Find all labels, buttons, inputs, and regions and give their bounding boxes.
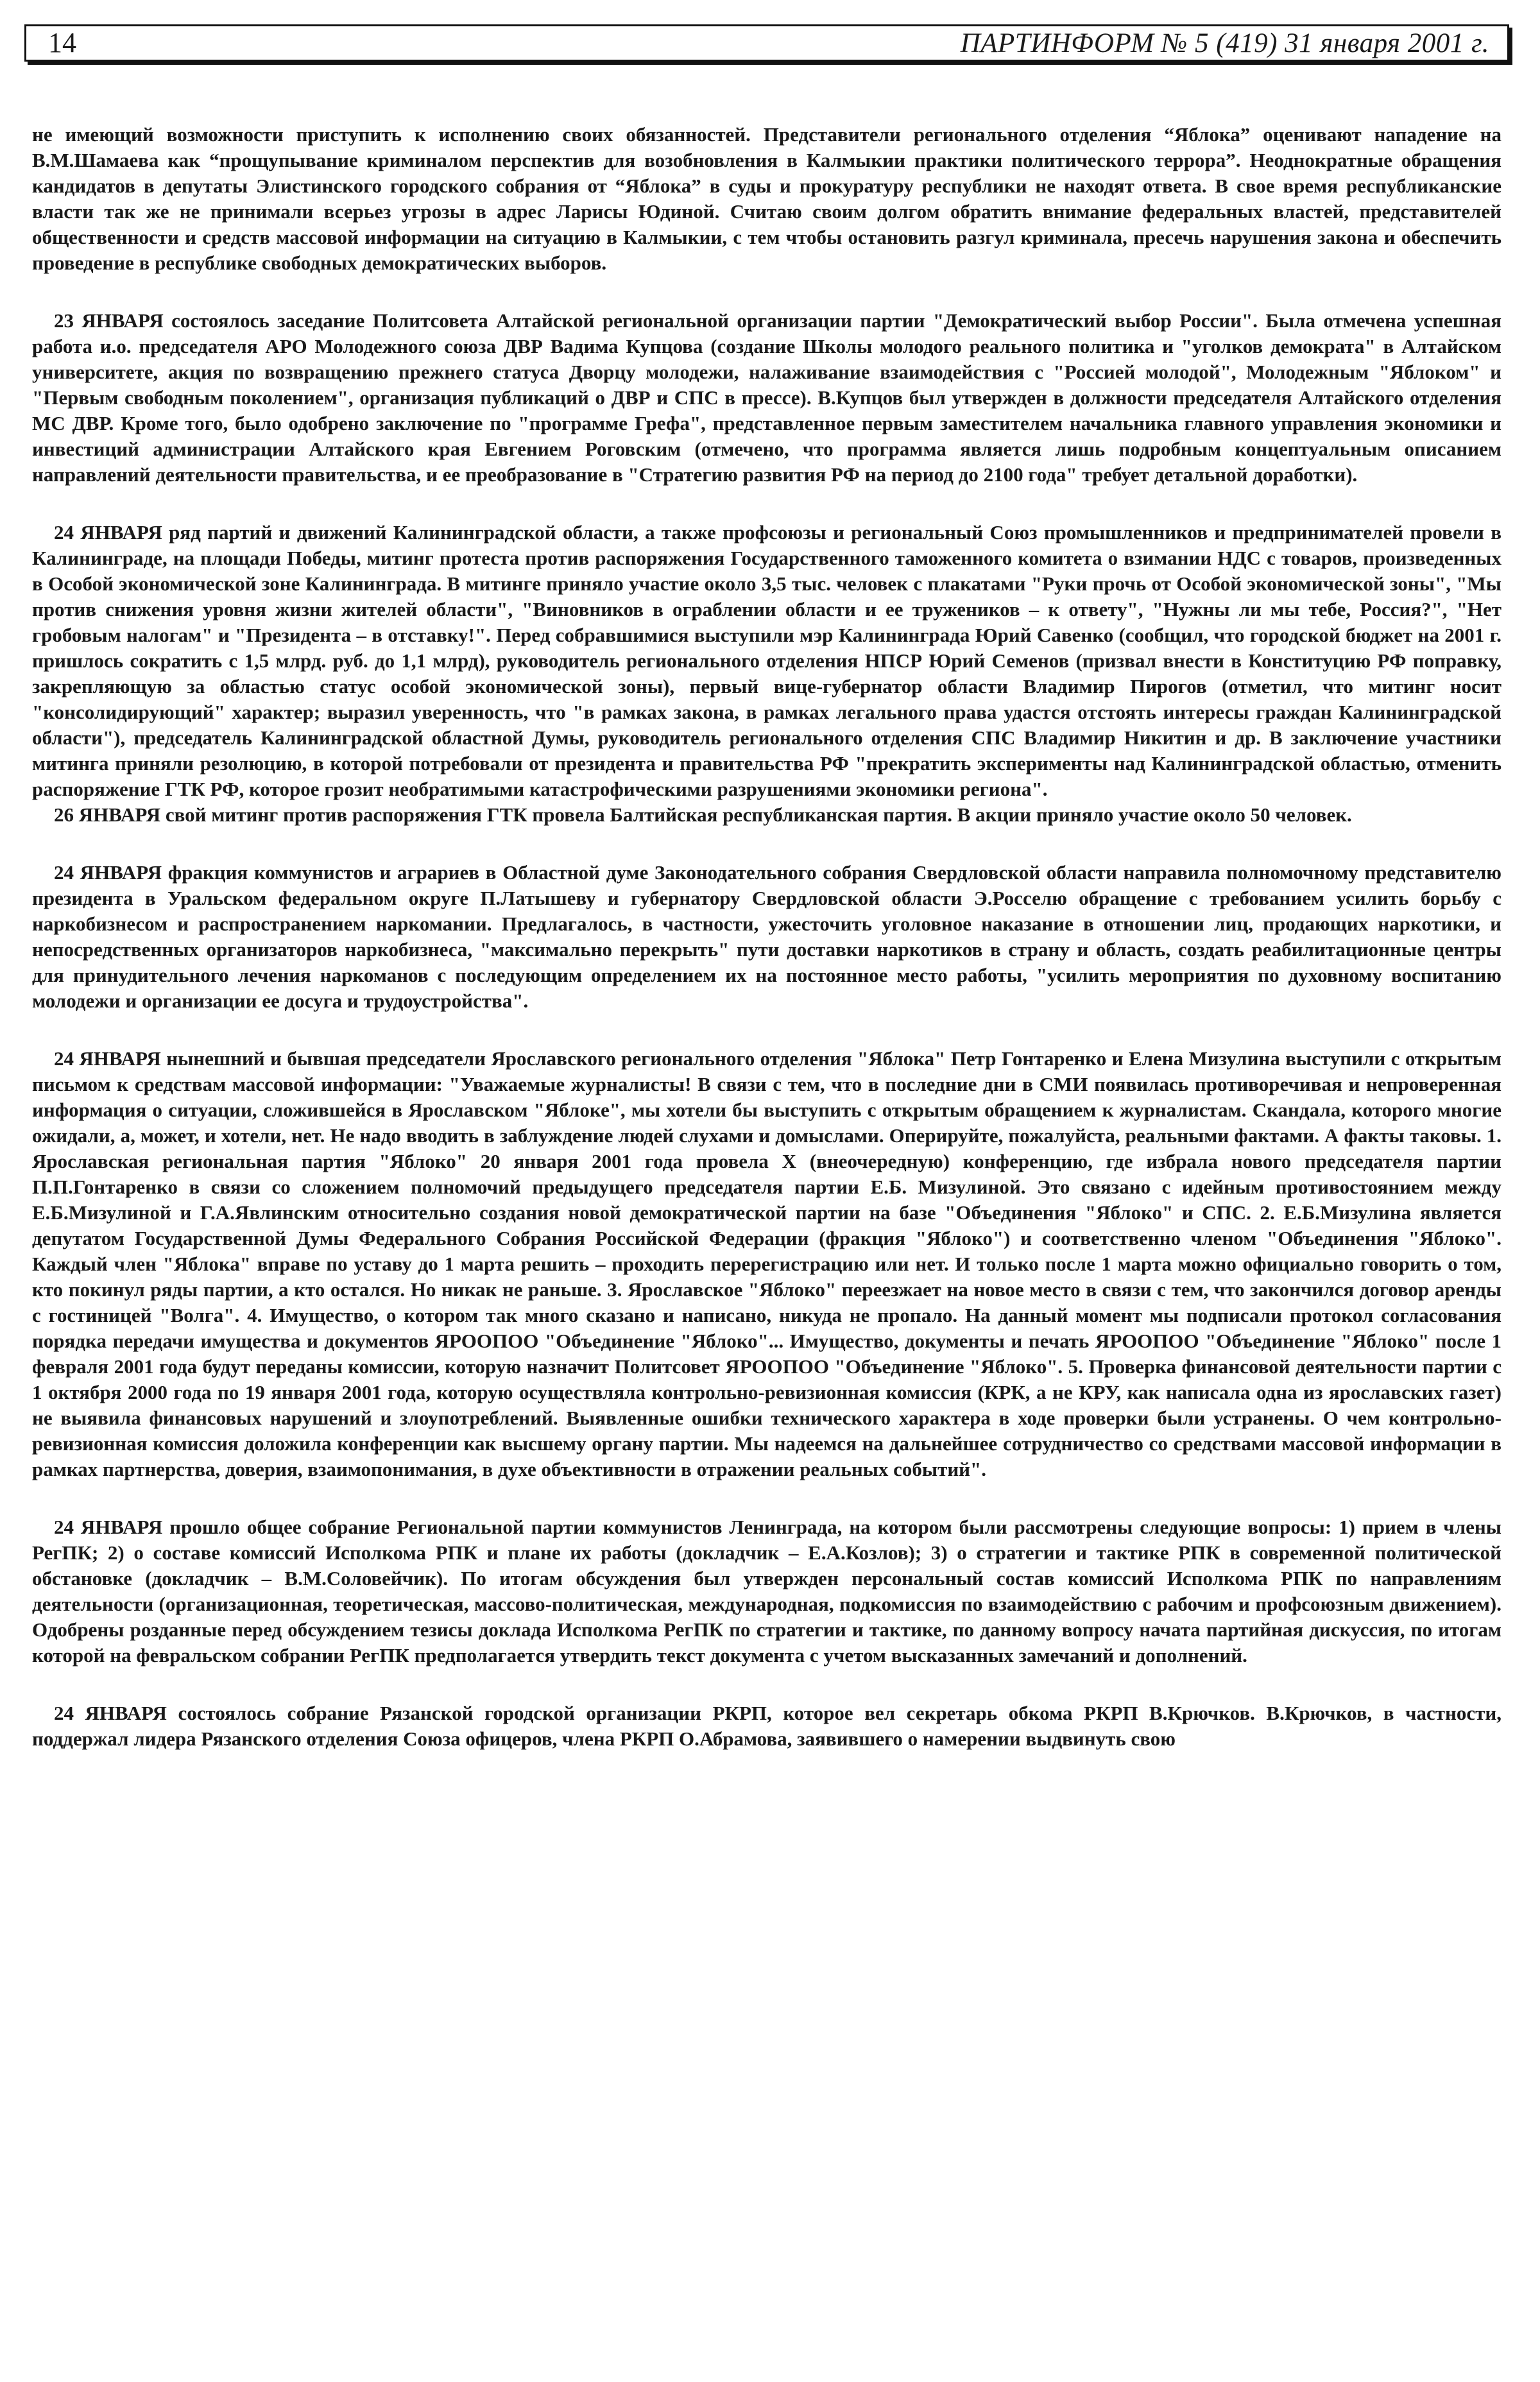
page-number: 14 bbox=[48, 27, 76, 58]
paragraph-sverdlovsk: 24 ЯНВАРЯ фракция коммунистов и аграриев в Областной думе Законодательного собрания Свердловской области направила полномочному представителю президента в Уральском федеральном округе П.Латышеву и губернатору Свердловской области Э.Росселю обращение с требованием усилить борьбу с наркобизнесом и распространением наркомании. Предлагалось, в частности, ужесточить уголовное наказание в отношении лиц, продающих наркотики, и непосредственных организаторов наркобизнеса, "максимально перекрыть" пути доставки наркотиков в страну и область, создать реабилитационные центры для принудительного лечения наркоманов с последующим определением их на постоянное место работы, "усилить мероприятия по духовному воспитанию молодежи и организации ее досуга и трудоустройства". bbox=[32, 861, 1502, 1012]
paragraph-leningrad: 24 ЯНВАРЯ прошло общее собрание Региональной партии коммунистов Ленинграда, на котором были рассмотрены следующие вопросы: 1) прием в члены РегПК; 2) о составе комиссий Исполкома РПК и плане их работы (докладчик – Е.А.Козлов); 3) о стратегии и тактике РПК в современной политической обстановке (докладчик – В.М.Соловейчик). По итогам обсуждения был утвержден персональный состав комиссий Исполкома РПК по направлениям деятельности (организационная, теоретическая, массово-политическая, международная, подкомиссия по взаимодействию с рабочим и профсоюзным движением). Одобрены розданные перед обсуждением тезисы доклада Исполкома РегПК по стратегии и тактике, по данному вопросу начата партийная дискуссия, по итогам которой на февральском собрании РегПК предполагается утвердить текст документа с учетом высказанных замечаний и дополнений. bbox=[32, 1516, 1502, 1667]
publication-title: ПАРТИНФОРМ № 5 (419) 31 января 2001 г. bbox=[960, 28, 1489, 58]
paragraph-kalmykia: не имеющий возможности приступить к исполнению своих обязанностей. Представители регионального отделения “Яблока” оценивают нападение на В.М.Шамаева как “прощупывание криминалом перспектив для возобновления в Калмыкии практики политического террора”. Неоднократные обращения кандидатов в депутаты Элистинского городского собрания от “Яблока” в суды и прокуратуру республики не находят ответа. В свое время республиканские власти так же не принимали всерьез угрозы в адрес Ларисы Юдиной. Считаю своим долгом обратить внимание федеральных властей, представителей общественности и средств массовой информации на ситуацию в Калмыкии, с тем чтобы остановить разгул криминала, пресечь нарушения закона и обеспечить проведение в республике свободных демократических выборов. bbox=[32, 123, 1502, 274]
paragraph-baltic-party: 26 ЯНВАРЯ свой митинг против распоряжения ГТК провела Балтийская республиканская партия. В акции приняло участие около 50 человек. bbox=[54, 803, 1352, 826]
page-header bbox=[24, 24, 1509, 62]
paragraph-ryazan: 24 ЯНВАРЯ состоялось собрание Рязанской городской организации РКРП, которое вел секретарь обкома РКРП В.Крючков. В.Крючков, в частности, поддержал лидера Рязанского отделения Союза офицеров, члена РКРП О.Абрамова, заявившего о намерении выдвинуть свою bbox=[32, 1702, 1502, 1750]
paragraph-kaliningrad: 24 ЯНВАРЯ ряд партий и движений Калининградской области, а также профсоюзы и региональный Союз промышленников и предпринимателей провели в Калининграде, на площади Победы, митинг протеста против распоряжения Государственного таможенного комитета о взимании НДС с товаров, произведенных в Особой экономической зоне Калининграда. В митинге приняло участие около 3,5 тыс. человек с плакатами "Руки прочь от Особой экономической зоны", "Мы против снижения уровня жизни жителей области", "Виновников в ограблении области и ее тружеников – к ответу", "Нужны ли мы тебе, Россия?", "Нет гробовым налогам" и "Президента – в отставку!". Перед собравшимися выступили мэр Калининграда Юрий Савенко (сообщил, что городской бюджет на 2001 г. пришлось сократить с 1,5 млрд. руб. до 1,1 млрд), руководитель регионального отделения НПСР Юрий Семенов (призвал внести в Конституцию РФ поправку, закрепляющую за областью статус особой экономической зоны), первый вице-губернатор области Владимир Пирогов (отметил, что митинг носит "консолидирующий" характер; выразил уверенность, что "в рамках закона, в рамках легального права удастся отстоять интересы граждан Калининградской области"), председатель Калининградской областной Думы, руководитель регионального отделения СПС Владимир Никитин и др. В заключение участники митинга приняли резолюцию, в которой потребовали от президента и правительства РФ "прекратить эксперименты над Калининградской областью, отменить распоряжение ГТК РФ, которое грозит необратимыми катастрофическими разрушениями экономики региона". bbox=[32, 521, 1502, 800]
article-body bbox=[32, 122, 1502, 1752]
paragraph-yaroslavl: 24 ЯНВАРЯ нынешний и бывшая председатели Ярославского регионального отделения "Яблока" Петр Гонтаренко и Елена Мизулина выступили с открытым письмом к средствам массовой информации: "Уважаемые журналисты! В связи с тем, что в последние дни в СМИ появилась противоречивая и непроверенная информация о ситуации, сложившейся в Ярославском "Яблоке", мы хотели бы выступить с открытым обращением к журналистам. Скандала, которого многие ожидали, а, может, и хотели, нет. Не надо вводить в заблуждение людей слухами и домыслами. Оперируйте, пожалуйста, реальными фактами. А факты таковы. 1. Ярославская региональная партия "Яблоко" 20 января 2001 года провела X (внеочередную) конференцию, где избрала нового председателя партии П.П.Гонтаренко в связи со сложением полномочий предыдущего председателя партии Е.Б. Мизулиной. Это связано с идейным противостоянием между Е.Б.Мизулиной и Г.А.Явлинским относительно создания новой демократической партии на базе "Объединения "Яблоко" и СПС. 2. Е.Б.Мизулина является депутатом Государственной Думы Федерального Собрания Российской Федерации (фракция "Яблоко") и соответственно членом "Объединения "Яблоко". Каждый член "Яблока" вправе по уставу до 1 марта решить – проходить перерегистрацию или нет. И только после 1 марта можно официально говорить о том, кто покинул ряды партии, а кто остался. Но никак не раньше. 3. Ярославское "Яблоко" переезжает на новое место в связи с тем, что закончился договор аренды с гостиницей "Волга". 4. Имущество, о котором так много сказано и написано, никуда не пропало. На данный момент мы подписали протокол согласования порядка передачи имущества и документов ЯРООПОО "Объединение "Яблоко"... Имущество, документы и печать ЯРООПОО "Объединение "Яблоко" после 1 февраля 2001 года будут переданы комиссии, которую назначит Политсовет ЯРООПОО "Объединение "Яблоко". 5. Проверка финансовой деятельности партии с 1 октября 2000 года по 19 января 2001 года, которую осуществляла контрольно-ревизионная комиссия (КРК, а не КРУ, как написала одна из ярославских газет) не выявила финансовых нарушений и злоупотреблений. Выявленные ошибки технического характера в ходе проверки были устранены. О чем контрольно-ревизионная комиссия доложила конференции как высшему органу партии. Мы надеемся на дальнейшее сотрудничество со средствами массовой информации в рамках партнерства, доверия, взаимопонимания, в духе объективности в отражении реальных событий". bbox=[32, 1047, 1502, 1480]
paragraph-altai: 23 ЯНВАРЯ состоялось заседание Политсовета Алтайской региональной организации партии "Демократический выбор России". Была отмечена успешная работа и.о. председателя АРО Молодежного союза ДВР Вадима Купцова (создание Школы молодого реального политика и "уголков демократа" в Алтайском университете, акция по возвращению прежнего статуса Дворцу молодежи, налаживание взаимодействия с "Россией молодой", Молодежным "Яблоком" и "Первым свободным поколением", организация публикаций о ДВР и СПС в прессе). В.Купцов был утвержден в должности председателя Алтайского отделения МС ДВР. Кроме того, было одобрено заключение по "программе Грефа", представленное первым заместителем начальника главного управления экономики и инвестиций администрации Алтайского края Евгением Роговским (отмечено, что программа является лишь подробным концептуальным описанием направлений деятельности правительства, и ее преобразование в "Стратегию развития РФ на период до 2100 года" требует детальной доработки). bbox=[32, 309, 1502, 486]
